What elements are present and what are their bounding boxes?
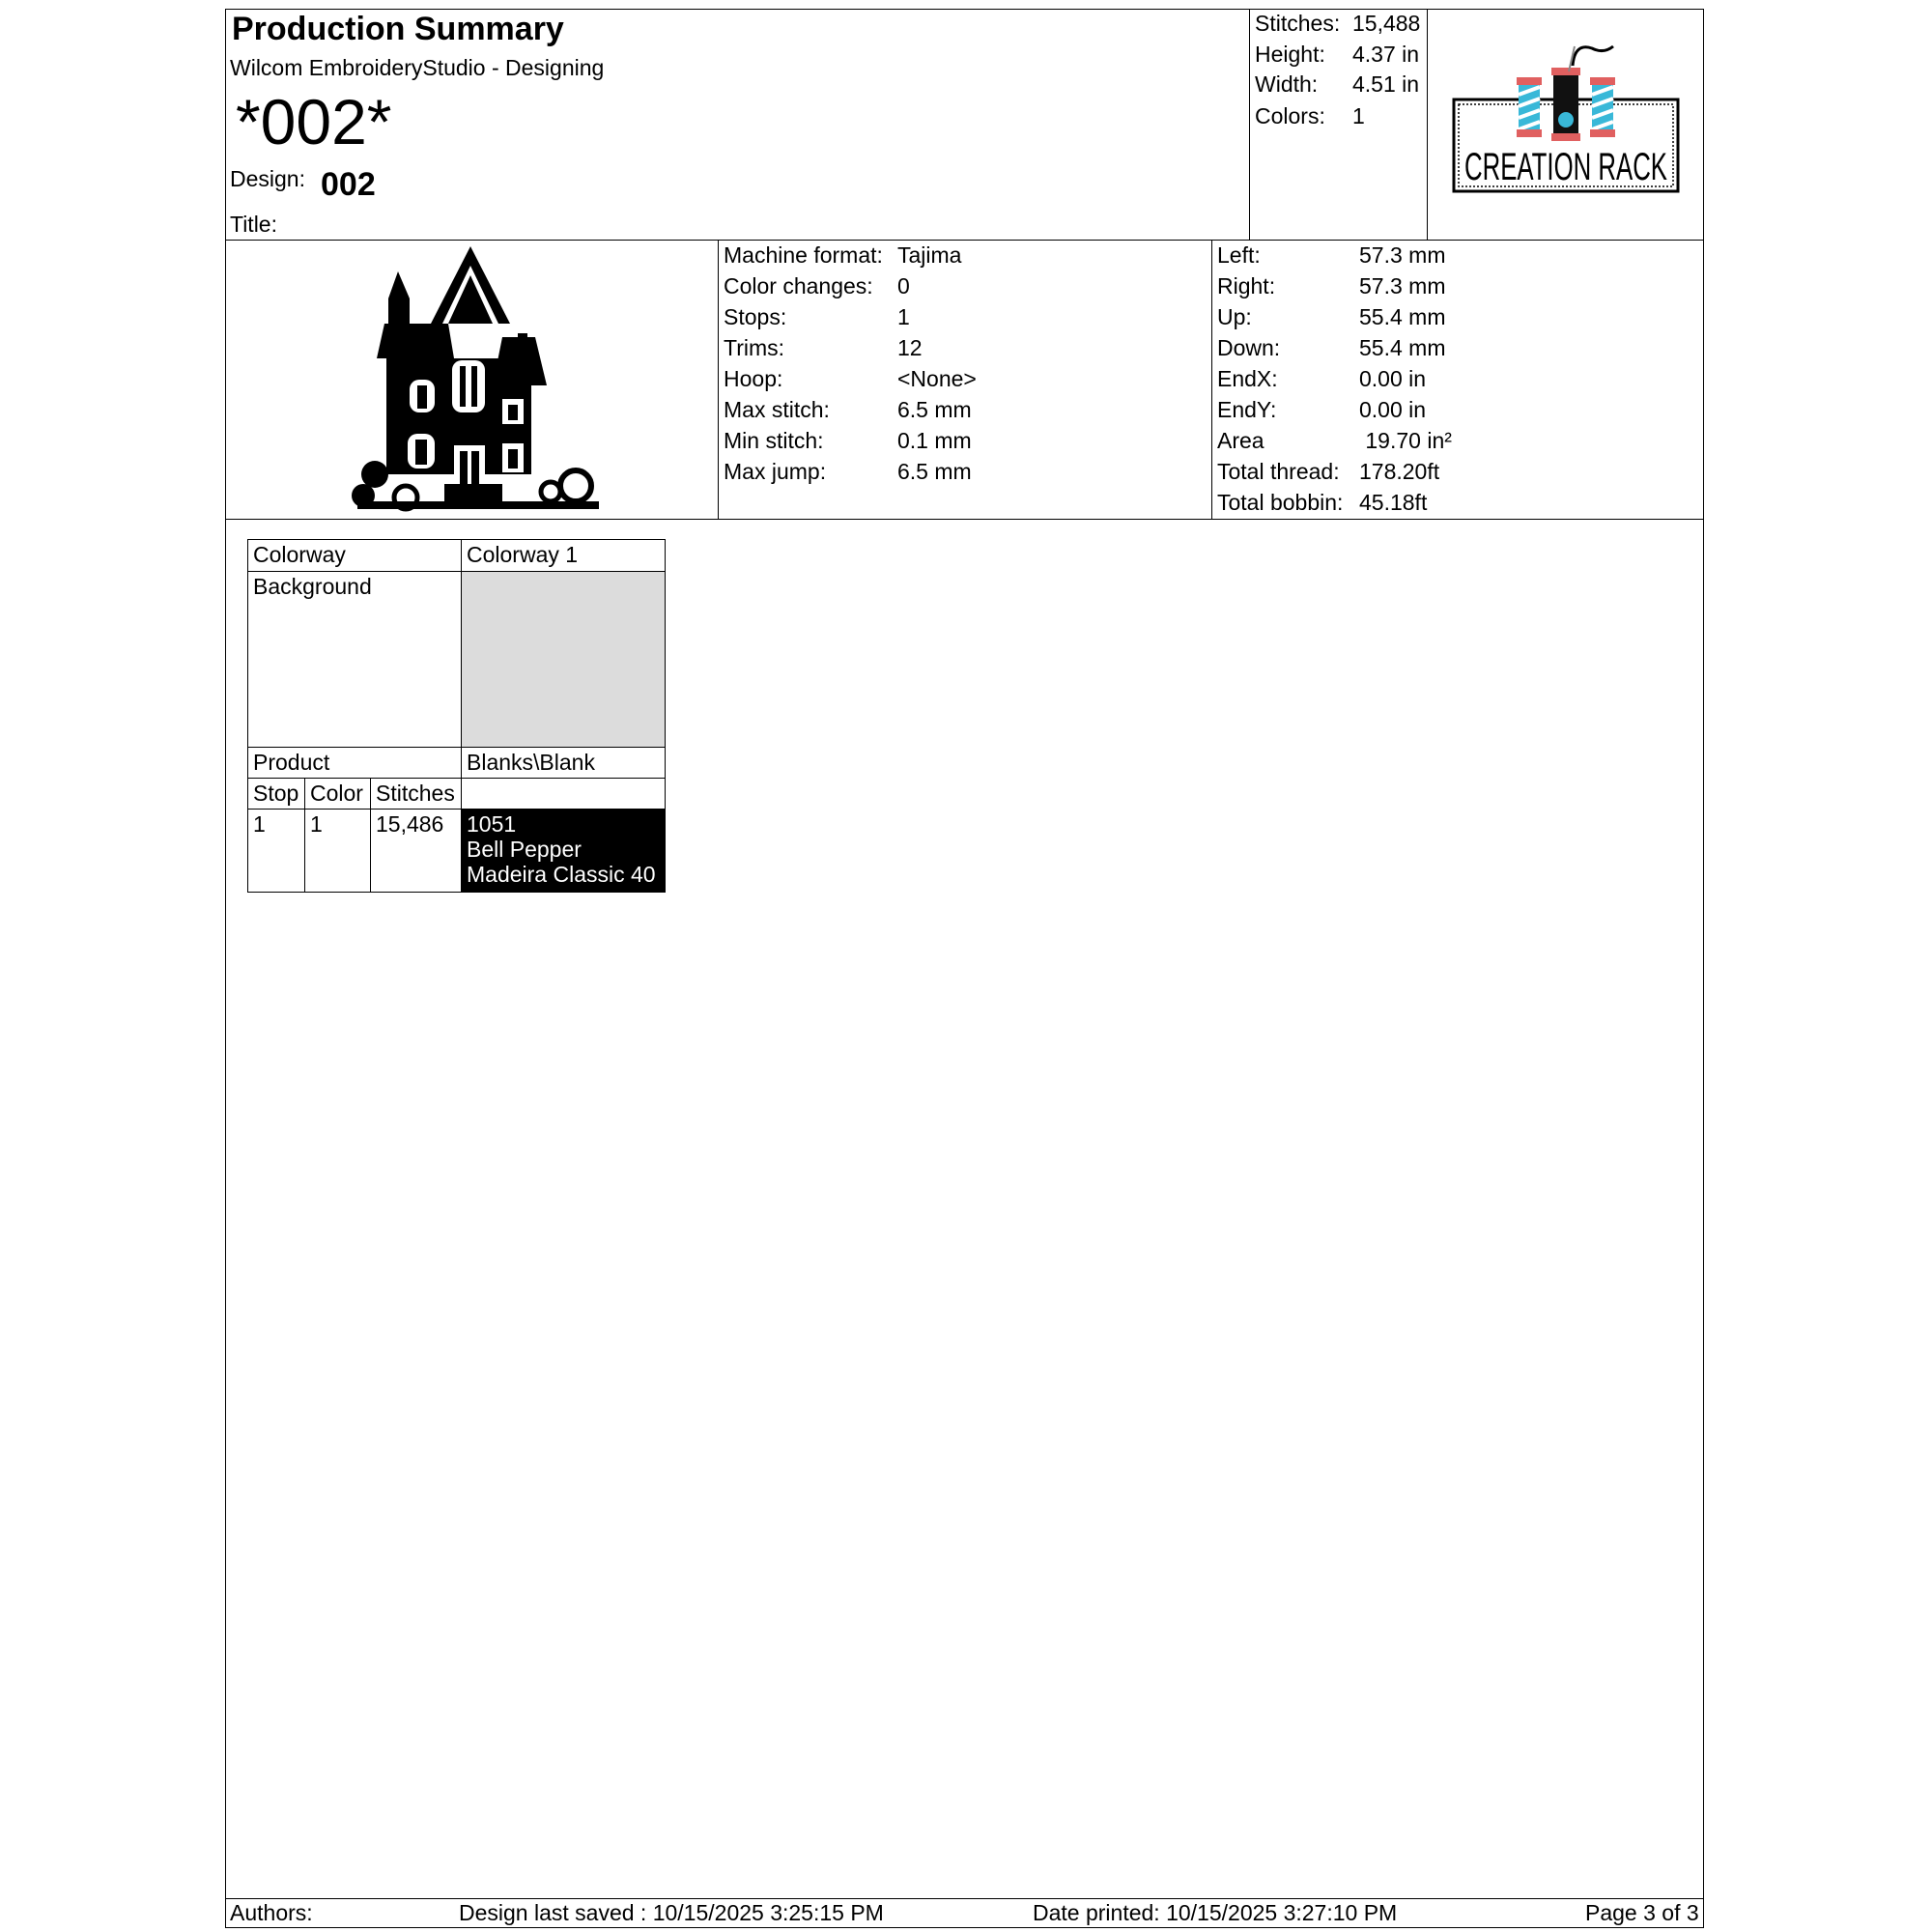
row-stitches: 15,486 bbox=[371, 810, 462, 893]
title-label: Title: bbox=[230, 212, 277, 237]
area-label: Area bbox=[1217, 428, 1264, 453]
trims-value: 12 bbox=[897, 335, 923, 360]
up-value: 55.4 mm bbox=[1359, 304, 1446, 329]
thread-swatch bbox=[462, 810, 666, 893]
design-barcode-text: *002* bbox=[236, 86, 392, 157]
extents-divider bbox=[1211, 240, 1212, 520]
total-thread-value: 178.20ft bbox=[1359, 459, 1440, 484]
endy-label: EndY: bbox=[1217, 397, 1277, 422]
width-value: 4.51 in bbox=[1352, 71, 1420, 97]
right-value: 57.3 mm bbox=[1359, 273, 1446, 298]
total-thread-label: Total thread: bbox=[1217, 459, 1340, 484]
footer-last-saved: Design last saved : 10/15/2025 3:25:15 PM bbox=[459, 1900, 884, 1925]
machine-format-label: Machine format: bbox=[724, 242, 883, 268]
area-value: 19.70 in² bbox=[1359, 428, 1452, 453]
height-label: Height: bbox=[1255, 42, 1325, 67]
down-label: Down: bbox=[1217, 335, 1281, 360]
max-jump-value: 6.5 mm bbox=[897, 459, 972, 484]
max-stitch-value: 6.5 mm bbox=[897, 397, 972, 422]
thread-name: Bell Pepper bbox=[467, 837, 582, 862]
width-label: Width: bbox=[1255, 71, 1319, 97]
colors-value: 1 bbox=[1352, 103, 1365, 128]
min-stitch-label: Min stitch: bbox=[724, 428, 824, 453]
footer-authors: Authors: bbox=[230, 1900, 313, 1925]
stops-value: 1 bbox=[897, 304, 910, 329]
col-thread-header bbox=[462, 779, 666, 810]
left-value: 57.3 mm bbox=[1359, 242, 1446, 268]
endy-value: 0.00 in bbox=[1359, 397, 1427, 422]
row-stop: 1 bbox=[248, 810, 305, 893]
up-label: Up: bbox=[1217, 304, 1252, 329]
thread-brand: Madeira Classic 40 bbox=[467, 862, 656, 887]
stitches-value: 15,488 bbox=[1352, 11, 1421, 36]
hoop-label: Hoop: bbox=[724, 366, 783, 391]
height-value: 4.37 in bbox=[1352, 42, 1420, 67]
colorway-value: Colorway 1 bbox=[462, 540, 666, 572]
total-bobbin-value: 45.18ft bbox=[1359, 490, 1428, 515]
colorway-table bbox=[247, 539, 666, 893]
product-value: Blanks\Blank bbox=[462, 748, 666, 779]
left-label: Left: bbox=[1217, 242, 1261, 268]
header-divider bbox=[225, 240, 1704, 241]
background-swatch bbox=[462, 572, 666, 748]
color-changes-value: 0 bbox=[897, 273, 910, 298]
footer-date-printed: Date printed: 10/15/2025 3:27:10 PM bbox=[1033, 1900, 1398, 1925]
design-value: 002 bbox=[321, 166, 376, 203]
col-stitches-header: Stitches bbox=[371, 779, 462, 810]
min-stitch-value: 0.1 mm bbox=[897, 428, 972, 453]
stitches-label: Stitches: bbox=[1255, 11, 1341, 36]
footer-page-number: Page 3 of 3 bbox=[1585, 1900, 1699, 1925]
product-label: Product bbox=[248, 748, 462, 779]
thread-code: 1051 bbox=[467, 811, 517, 837]
down-value: 55.4 mm bbox=[1359, 335, 1446, 360]
footer-divider bbox=[225, 1898, 1704, 1899]
haunted-house-moon-icon bbox=[328, 244, 618, 515]
colorway-label: Colorway bbox=[248, 540, 462, 572]
table-row bbox=[248, 810, 666, 893]
logo-text: CREATION RACK bbox=[1464, 146, 1668, 188]
software-subtitle: Wilcom EmbroideryStudio - Designing bbox=[230, 55, 605, 80]
hoop-value: <None> bbox=[897, 366, 977, 391]
right-label: Right: bbox=[1217, 273, 1276, 298]
max-jump-label: Max jump: bbox=[724, 459, 827, 484]
endx-value: 0.00 in bbox=[1359, 366, 1427, 391]
endx-label: EndX: bbox=[1217, 366, 1278, 391]
colors-label: Colors: bbox=[1255, 103, 1325, 128]
creation-rack-logo bbox=[1449, 39, 1681, 198]
row-color: 1 bbox=[305, 810, 371, 893]
trims-label: Trims: bbox=[724, 335, 785, 360]
col-color-header: Color bbox=[305, 779, 371, 810]
thread-spools-logo-icon bbox=[1449, 39, 1681, 198]
info-divider bbox=[225, 519, 1704, 520]
col-stop-header: Stop bbox=[248, 779, 305, 810]
design-preview bbox=[328, 244, 618, 515]
max-stitch-label: Max stitch: bbox=[724, 397, 830, 422]
design-label: Design: bbox=[230, 166, 305, 191]
page-title: Production Summary bbox=[232, 11, 564, 47]
color-changes-label: Color changes: bbox=[724, 273, 873, 298]
summary-divider-left bbox=[1249, 9, 1250, 241]
machine-divider bbox=[718, 240, 719, 520]
machine-format-value: Tajima bbox=[897, 242, 962, 268]
summary-divider-right bbox=[1427, 9, 1428, 241]
total-bobbin-label: Total bobbin: bbox=[1217, 490, 1344, 515]
stops-label: Stops: bbox=[724, 304, 787, 329]
background-label: Background bbox=[248, 572, 462, 748]
